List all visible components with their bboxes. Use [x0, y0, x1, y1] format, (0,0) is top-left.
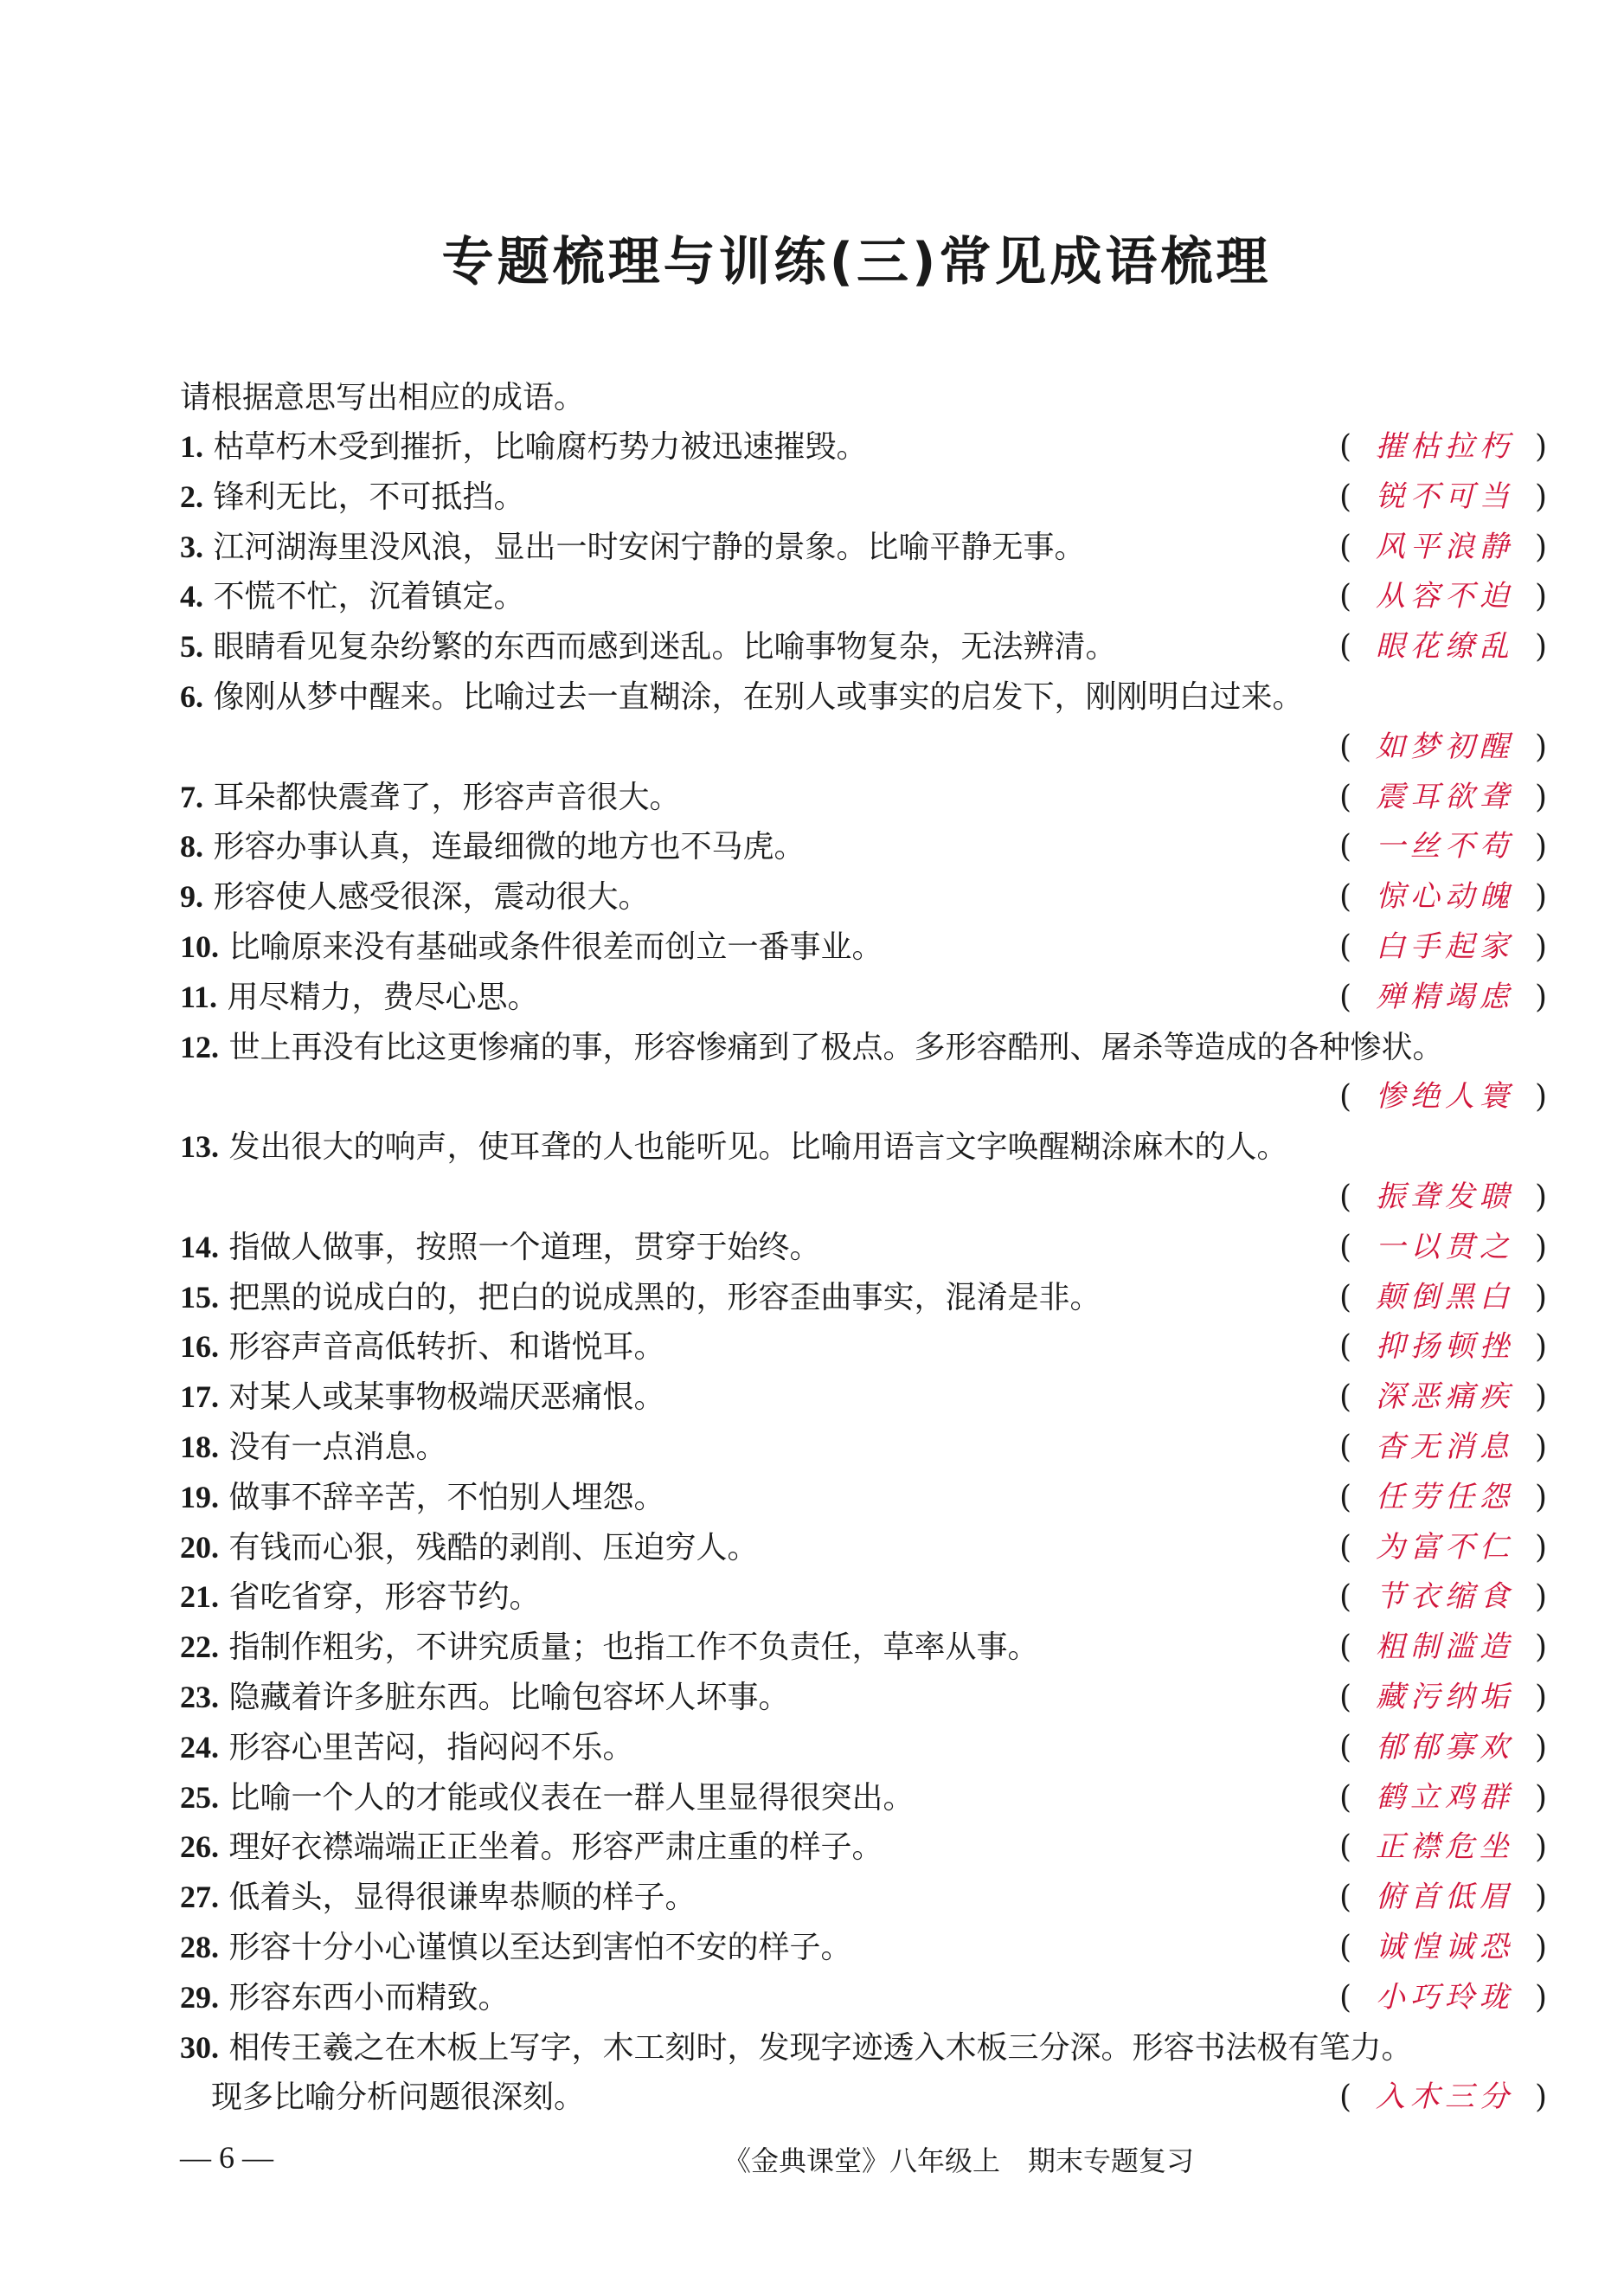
question-row [180, 422, 1547, 472]
close-paren: ) [1534, 1880, 1547, 1916]
answer-slot [1339, 472, 1547, 523]
answer-slot [1339, 1322, 1547, 1372]
question-description: 省吃省穿，形容节约。 [228, 1579, 541, 1616]
question-row-continued [180, 2073, 1547, 2123]
question-number: 22. [180, 1630, 219, 1665]
question-description: 形容心里苦闷，指闷闷不乐。 [228, 1729, 634, 1765]
question-row [180, 1122, 1547, 1173]
open-paren: ( [1339, 929, 1352, 965]
page-footer [180, 2139, 1547, 2191]
question-text [180, 1780, 914, 1816]
handwritten-answer: 风平浪静 [1376, 529, 1514, 564]
question-number: 27. [180, 1880, 219, 1915]
idiom-question-list [180, 422, 1547, 2123]
question-text [180, 1430, 446, 1465]
question-item [180, 1923, 1547, 1973]
question-item [180, 1122, 1547, 1223]
question-text [180, 1530, 758, 1565]
question-description: 世上再没有比这更惨痛的事，形容惨痛到了极点。多形容酷刑、屠杀等造成的各种惨状。 [228, 1029, 1444, 1065]
answer-slot [1339, 822, 1547, 872]
close-paren: ) [1534, 479, 1547, 515]
question-text [180, 1579, 540, 1615]
handwritten-answer: 诚惶诚恐 [1376, 1929, 1514, 1964]
handwritten-answer: 深恶痛疾 [1376, 1379, 1514, 1415]
question-text [180, 1630, 1038, 1665]
close-paren: ) [1534, 1630, 1547, 1666]
close-paren: ) [1534, 1529, 1547, 1565]
question-item [180, 1023, 1547, 1123]
question-description: 对某人或某事物极端厌恶痛恨。 [228, 1379, 665, 1416]
question-item [180, 572, 1547, 622]
question-number: 23. [180, 1679, 219, 1714]
question-item [180, 1973, 1547, 2023]
open-paren: ( [1339, 1379, 1352, 1416]
question-row [180, 1473, 1547, 1523]
answer-slot [1339, 1372, 1547, 1423]
question-row [180, 1572, 1547, 1623]
question-row [180, 1723, 1547, 1773]
open-paren: ( [1339, 1279, 1352, 1315]
close-paren: ) [1534, 1729, 1547, 1765]
handwritten-answer: 入木三分 [1376, 2080, 1514, 2115]
question-row [180, 472, 1547, 523]
answer-slot [1339, 523, 1547, 573]
question-row [180, 1423, 1547, 1473]
close-paren: ) [1534, 1329, 1547, 1366]
question-item [180, 672, 1547, 773]
handwritten-answer: 从容不迫 [1376, 579, 1514, 614]
open-paren: ( [1339, 829, 1352, 865]
close-paren: ) [1534, 629, 1547, 665]
close-paren: ) [1534, 1479, 1547, 1515]
handwritten-answer: 如梦初醒 [1376, 729, 1514, 764]
question-text [180, 1680, 789, 1715]
question-description: 相传王羲之在木板上写字，木工刻时，发现字迹透入木板三分深。形容书法极有笔力。 [228, 2029, 1413, 2066]
question-number: 29. [180, 1979, 219, 2015]
question-number: 18. [180, 1429, 219, 1464]
answer-slot [1339, 1572, 1547, 1623]
open-paren: ( [1339, 1829, 1352, 1866]
handwritten-answer: 节衣缩食 [1376, 1579, 1514, 1615]
answer-slot [1339, 1623, 1547, 1673]
close-paren: ) [1534, 1279, 1547, 1315]
answer-slot [1339, 773, 1547, 823]
close-paren: ) [1534, 979, 1547, 1015]
open-paren: ( [1339, 1479, 1352, 1515]
question-text [180, 579, 524, 614]
question-number: 12. [180, 1029, 219, 1064]
question-number: 2. [180, 479, 203, 514]
question-number: 20. [180, 1529, 219, 1565]
question-text [180, 829, 805, 865]
handwritten-answer: 俯首低眉 [1376, 1880, 1514, 1915]
question-item [180, 1523, 1547, 1573]
question-text [180, 1480, 664, 1515]
question-item [180, 1673, 1547, 1723]
close-paren: ) [1534, 2080, 1547, 2116]
question-item [180, 1372, 1547, 1423]
question-row [180, 2023, 1547, 2073]
question-item [180, 1773, 1547, 1823]
open-paren: ( [1339, 979, 1352, 1015]
question-description: 指做人做事，按照一个道理，贯穿于始终。 [228, 1229, 821, 1265]
question-description: 发出很大的响声，使耳聋的人也能听见。比喻用语言文字唤醒糊涂麻木的人。 [228, 1129, 1288, 1166]
question-number: 6. [180, 678, 203, 714]
question-number: 4. [180, 579, 203, 614]
question-description: 不慌不忙，沉着镇定。 [213, 579, 525, 615]
question-row [180, 1923, 1547, 1973]
question-description: 锋利无比，不可抵挡。 [213, 479, 525, 515]
question-number: 25. [180, 1779, 219, 1815]
answer-slot [1339, 922, 1547, 973]
handwritten-answer: 惨绝人寰 [1376, 1079, 1514, 1115]
question-description-continued: 现多比喻分析问题很深刻。 [211, 2080, 586, 2116]
question-description: 比喻原来没有基础或条件很差而创立一番事业。 [228, 929, 883, 965]
close-paren: ) [1534, 579, 1547, 615]
answer-row [180, 723, 1547, 773]
question-item [180, 422, 1547, 472]
question-description: 形容声音高低转折、和谐悦耳。 [228, 1329, 665, 1366]
handwritten-answer: 小巧玲珑 [1376, 1979, 1514, 2015]
question-number: 16. [180, 1329, 219, 1365]
question-description: 形容使人感受很深，震动很大。 [213, 879, 650, 916]
answer-slot [1339, 1673, 1547, 1723]
open-paren: ( [1339, 579, 1352, 615]
answer-slot [1339, 1523, 1547, 1573]
question-description: 枯草朽木受到摧折，比喻腐朽势力被迅速摧毁。 [213, 429, 868, 465]
question-row [180, 1973, 1547, 2023]
question-row [180, 572, 1547, 622]
question-number: 11. [180, 979, 218, 1014]
close-paren: ) [1534, 1429, 1547, 1465]
question-row [180, 1623, 1547, 1673]
handwritten-answer: 一以贯之 [1376, 1229, 1514, 1264]
handwritten-answer: 藏污纳垢 [1376, 1679, 1514, 1714]
handwritten-answer: 颠倒黑白 [1376, 1279, 1514, 1315]
question-number: 9. [180, 879, 203, 915]
question-text [180, 1379, 664, 1415]
question-text [180, 879, 649, 915]
close-paren: ) [1534, 1679, 1547, 1715]
close-paren: ) [1534, 779, 1547, 815]
handwritten-answer: 摧枯拉朽 [1376, 429, 1514, 464]
handwritten-answer: 殚精竭虑 [1376, 979, 1514, 1014]
answer-slot [1339, 1822, 1547, 1873]
question-row [180, 872, 1547, 922]
close-paren: ) [1534, 1979, 1547, 2015]
open-paren: ( [1339, 1329, 1352, 1366]
handwritten-answer: 正襟危坐 [1376, 1829, 1514, 1865]
open-paren: ( [1339, 1779, 1352, 1816]
question-text [180, 1030, 1443, 1065]
question-row [180, 1372, 1547, 1423]
question-description: 把黑的说成白的，把白的说成黑的，形容歪曲事实，混淆是非。 [228, 1279, 1101, 1315]
handwritten-answer: 一丝不苟 [1376, 829, 1514, 865]
question-item [180, 1423, 1547, 1473]
answer-slot [1339, 1923, 1547, 1973]
open-paren: ( [1339, 429, 1352, 465]
close-paren: ) [1534, 1379, 1547, 1416]
close-paren: ) [1534, 729, 1547, 765]
question-number: 3. [180, 529, 203, 564]
question-text [180, 2030, 1412, 2066]
close-paren: ) [1534, 1179, 1547, 1215]
open-paren: ( [1339, 529, 1352, 565]
question-description: 理好衣襟端端正正坐着。形容严肃庄重的样子。 [228, 1829, 883, 1866]
open-paren: ( [1339, 1880, 1352, 1916]
question-description: 指制作粗劣，不讲究质量；也指工作不负责任，草率从事。 [228, 1630, 1039, 1666]
close-paren: ) [1534, 1579, 1547, 1616]
question-item [180, 1822, 1547, 1873]
handwritten-answer: 抑扬顿挫 [1376, 1329, 1514, 1365]
open-paren: ( [1339, 879, 1352, 916]
answer-slot [1339, 723, 1547, 773]
open-paren: ( [1339, 729, 1352, 765]
handwritten-answer: 鹤立鸡群 [1376, 1779, 1514, 1815]
question-item [180, 872, 1547, 922]
question-text [180, 1129, 1287, 1165]
page-number: — 6 — [180, 2140, 273, 2175]
question-number: 1. [180, 429, 203, 464]
handwritten-answer: 粗制滥造 [1376, 1630, 1514, 1665]
open-paren: ( [1339, 1229, 1352, 1265]
question-text [180, 1280, 1101, 1315]
close-paren: ) [1534, 829, 1547, 865]
question-description: 眼睛看见复杂纷繁的东西而感到迷乱。比喻事物复杂，无法辨清。 [213, 629, 1117, 665]
question-number: 19. [180, 1479, 219, 1514]
answer-slot [1339, 1973, 1547, 2023]
handwritten-answer: 为富不仁 [1376, 1529, 1514, 1565]
question-description: 比喻一个人的才能或仪表在一群人里显得很突出。 [228, 1779, 915, 1816]
question-description: 做事不辞辛苦，不怕别人埋怨。 [228, 1479, 665, 1515]
question-row [180, 822, 1547, 872]
question-description: 低着头，显得很谦卑恭顺的样子。 [228, 1880, 696, 1916]
open-paren: ( [1339, 1179, 1352, 1215]
question-item [180, 1223, 1547, 1273]
question-row [180, 672, 1547, 723]
question-number: 24. [180, 1729, 219, 1765]
question-item [180, 973, 1547, 1023]
answer-slot [1339, 622, 1547, 672]
question-number: 14. [180, 1229, 219, 1264]
question-number: 17. [180, 1379, 219, 1415]
answer-slot [1339, 1773, 1547, 1823]
question-description: 形容十分小心谨慎以至达到害怕不安的样子。 [228, 1929, 852, 1965]
question-description: 形容东西小而精致。 [228, 1979, 510, 2015]
question-item [180, 472, 1547, 523]
open-paren: ( [1339, 2080, 1352, 2116]
close-paren: ) [1534, 1929, 1547, 1965]
question-number: 26. [180, 1829, 219, 1865]
question-row [180, 622, 1547, 672]
question-text [180, 780, 680, 815]
question-text [180, 479, 524, 515]
question-text [180, 629, 1116, 665]
question-text [180, 980, 538, 1015]
open-paren: ( [1339, 1079, 1352, 1115]
answer-slot [1339, 1723, 1547, 1773]
answer-slot [1339, 1072, 1547, 1122]
question-row [180, 773, 1547, 823]
question-description: 耳朵都快震聋了，形容声音很大。 [213, 779, 681, 815]
answer-row [180, 1173, 1547, 1223]
question-item [180, 622, 1547, 672]
answer-slot [1339, 1173, 1547, 1223]
handwritten-answer: 郁郁寡欢 [1376, 1729, 1514, 1765]
close-paren: ) [1534, 929, 1547, 965]
close-paren: ) [1534, 429, 1547, 465]
handwritten-answer: 白手起家 [1376, 929, 1514, 964]
open-paren: ( [1339, 1929, 1352, 1965]
open-paren: ( [1339, 1679, 1352, 1715]
question-item [180, 523, 1547, 573]
book-title: 《金典课堂》八年级上 期末专题复习 [723, 2144, 1195, 2177]
open-paren: ( [1339, 1429, 1352, 1465]
close-paren: ) [1534, 1079, 1547, 1115]
question-row [180, 1023, 1547, 1073]
close-paren: ) [1534, 1779, 1547, 1816]
question-description: 江河湖海里没风浪，显出一时安闲宁静的景象。比喻平静无事。 [213, 529, 1086, 565]
open-paren: ( [1339, 1729, 1352, 1765]
handwritten-answer: 杳无消息 [1376, 1429, 1514, 1464]
open-paren: ( [1339, 1630, 1352, 1666]
question-item [180, 822, 1547, 872]
question-row [180, 1273, 1547, 1323]
question-text [180, 679, 1303, 715]
open-paren: ( [1339, 1979, 1352, 2015]
question-item [180, 1723, 1547, 1773]
close-paren: ) [1534, 1229, 1547, 1265]
question-description: 隐藏着许多脏东西。比喻包容坏人坏事。 [228, 1679, 790, 1715]
question-number: 8. [180, 829, 203, 865]
open-paren: ( [1339, 479, 1352, 515]
question-item [180, 922, 1547, 973]
handwritten-answer: 振聋发聩 [1376, 1179, 1514, 1214]
question-item [180, 2023, 1547, 2124]
question-row [180, 1673, 1547, 1723]
question-text [180, 929, 883, 965]
open-paren: ( [1339, 779, 1352, 815]
answer-slot [1339, 572, 1547, 622]
question-description: 有钱而心狠，残酷的剥削、压迫穷人。 [228, 1529, 759, 1565]
question-text [180, 1980, 509, 2015]
question-row [180, 1773, 1547, 1823]
question-row [180, 1322, 1547, 1372]
question-item [180, 1873, 1547, 1923]
question-item [180, 1473, 1547, 1523]
question-text [180, 1829, 883, 1865]
handwritten-answer: 锐不可当 [1376, 479, 1514, 514]
question-row [180, 922, 1547, 973]
question-item [180, 1623, 1547, 1673]
instruction-text: 请根据意思写出相应的成语。 [180, 380, 586, 415]
handwritten-answer: 眼花缭乱 [1376, 629, 1514, 665]
handwritten-answer: 惊心动魄 [1376, 879, 1514, 915]
question-text [180, 1880, 696, 1915]
question-text [180, 530, 1085, 565]
question-item [180, 1273, 1547, 1323]
answer-slot [1339, 1423, 1547, 1473]
close-paren: ) [1534, 529, 1547, 565]
question-row [180, 973, 1547, 1023]
answer-slot [1339, 973, 1547, 1023]
answer-slot [1339, 872, 1547, 922]
question-number: 5. [180, 629, 203, 665]
question-description: 用尽精力，费尽心思。 [227, 979, 539, 1015]
question-number: 15. [180, 1279, 219, 1315]
answer-slot [1339, 422, 1547, 472]
close-paren: ) [1534, 879, 1547, 916]
question-text [180, 1230, 820, 1265]
question-text [180, 1930, 851, 1965]
question-description: 像刚从梦中醒来。比喻过去一直糊涂，在别人或事实的启发下，刚刚明白过来。 [213, 678, 1304, 715]
question-number: 30. [180, 2029, 219, 2065]
question-text [180, 1329, 664, 1365]
question-text [180, 1730, 633, 1765]
question-number: 10. [180, 929, 219, 964]
answer-slot [1339, 1473, 1547, 1523]
question-description: 没有一点消息。 [228, 1429, 447, 1465]
question-row [180, 1223, 1547, 1273]
question-text [180, 429, 867, 465]
question-item [180, 1322, 1547, 1372]
open-paren: ( [1339, 1579, 1352, 1616]
answer-row [180, 1072, 1547, 1122]
open-paren: ( [1339, 1529, 1352, 1565]
question-item [180, 773, 1547, 823]
answer-slot [1339, 2073, 1547, 2123]
handwritten-answer: 震耳欲聋 [1376, 779, 1514, 814]
question-number: 13. [180, 1129, 219, 1165]
question-row [180, 1523, 1547, 1573]
answer-slot [1339, 1873, 1547, 1923]
open-paren: ( [1339, 629, 1352, 665]
question-row [180, 1873, 1547, 1923]
handwritten-answer: 任劳任怨 [1376, 1479, 1514, 1514]
answer-slot [1339, 1223, 1547, 1273]
question-description: 形容办事认真，连最细微的地方也不马虎。 [213, 829, 806, 865]
close-paren: ) [1534, 1829, 1547, 1866]
page-title: 专题梳理与训练(三)常见成语梳理 [441, 232, 1272, 292]
answer-slot [1339, 1273, 1547, 1323]
question-item [180, 1572, 1547, 1623]
question-number: 21. [180, 1579, 219, 1615]
question-row [180, 523, 1547, 573]
question-row [180, 1822, 1547, 1873]
question-number: 7. [180, 779, 203, 814]
question-number: 28. [180, 1929, 219, 1964]
